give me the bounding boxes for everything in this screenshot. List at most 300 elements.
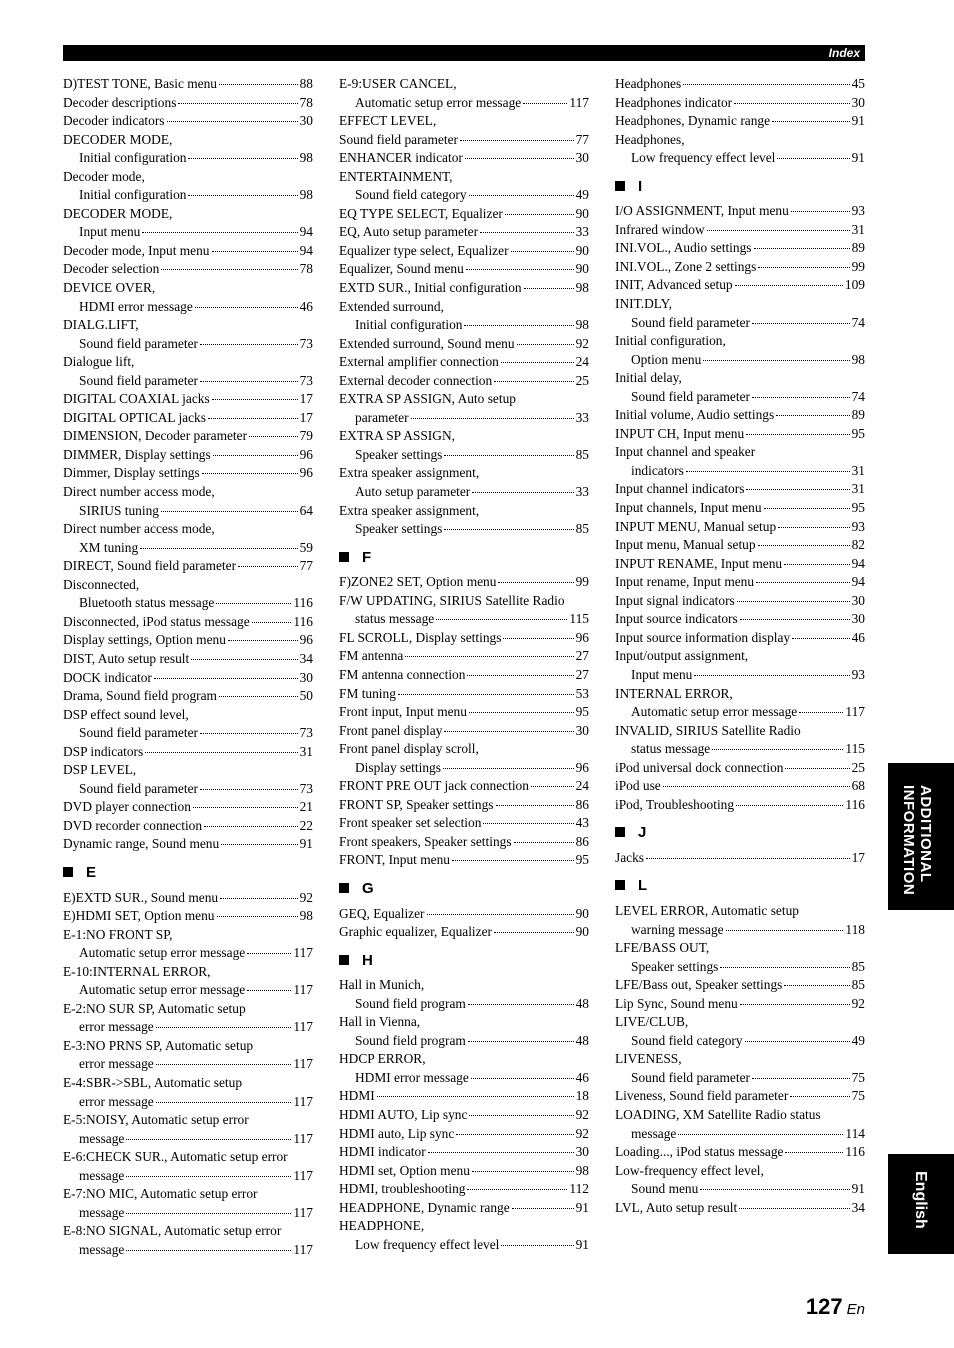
entry-term: EXTRA SP ASSIGN, <box>339 428 455 444</box>
dot-leader <box>219 695 298 697</box>
index-entry <box>615 921 865 940</box>
dot-leader <box>142 231 297 233</box>
index-entry <box>339 1050 589 1069</box>
entry-term: Headphones <box>615 76 682 91</box>
entry-page: 33 <box>575 484 589 500</box>
index-entry <box>63 223 313 242</box>
dot-leader <box>178 102 297 104</box>
dot-leader <box>212 250 298 252</box>
entry-page: 116 <box>293 613 313 629</box>
entry-term: FRONT SP, Speaker settings <box>339 796 494 812</box>
index-entry <box>63 724 313 743</box>
entry-page: 33 <box>575 409 589 425</box>
index-column-3 <box>615 75 865 1217</box>
index-entry <box>339 685 589 704</box>
entry-page: 99 <box>575 574 589 590</box>
entry-term: HEADPHONE, <box>339 1218 425 1234</box>
index-entry <box>63 706 313 725</box>
entry-page: 96 <box>575 759 589 775</box>
dot-leader <box>200 788 298 790</box>
entry-term: External amplifier connection <box>339 354 499 370</box>
index-entry <box>615 849 865 868</box>
entry-page: 117 <box>293 1093 313 1109</box>
entry-term: Hall in Vienna, <box>339 1014 421 1030</box>
dot-leader <box>531 785 574 787</box>
entry-term: Automatic setup error message <box>631 704 798 720</box>
entry-term: E-5:NOISY, Automatic setup error <box>63 1112 249 1128</box>
square-bullet-icon <box>339 552 349 562</box>
index-entry <box>615 629 865 648</box>
index-entry <box>339 1162 589 1181</box>
index-entry <box>615 351 865 370</box>
entry-page: 116 <box>845 796 865 812</box>
entry-term: Speaker settings <box>355 521 443 537</box>
index-entry <box>63 780 313 799</box>
index-entry <box>63 112 313 131</box>
entry-page: 117 <box>293 1241 313 1257</box>
square-bullet-icon <box>339 883 349 893</box>
entry-term: Input menu <box>631 666 693 682</box>
square-bullet-icon <box>615 181 625 191</box>
square-bullet-icon <box>615 880 625 890</box>
entry-page: 89 <box>851 240 865 256</box>
index-entry <box>63 390 313 409</box>
entry-term: DEVICE OVER, <box>63 280 156 296</box>
entry-term: EQ TYPE SELECT, Equalizer <box>339 205 503 221</box>
section-letter: J <box>638 824 647 842</box>
entry-term: Disconnected, <box>63 576 140 592</box>
index-entry <box>63 1111 313 1130</box>
index-entry <box>339 1180 589 1199</box>
dot-leader <box>212 398 298 400</box>
entry-page: 31 <box>299 743 313 759</box>
entry-term: indicators <box>631 462 684 478</box>
entry-page: 95 <box>851 500 865 516</box>
index-entry <box>339 759 589 778</box>
dot-leader <box>216 602 291 604</box>
entry-term: Sound field category <box>355 187 467 203</box>
dot-leader <box>252 621 292 623</box>
square-bullet-icon <box>63 867 73 877</box>
index-entry <box>615 1050 865 1069</box>
dot-leader <box>524 287 574 289</box>
dot-leader <box>460 139 574 141</box>
entry-term: DIMENSION, Decoder parameter <box>63 428 248 444</box>
entry-term: HDMI error message <box>355 1069 469 1085</box>
entry-page: 117 <box>845 704 865 720</box>
section-heading <box>615 178 865 197</box>
dot-leader <box>443 767 574 769</box>
index-entry <box>63 427 313 446</box>
entry-page: 27 <box>575 666 589 682</box>
entry-term: Display settings <box>355 759 441 775</box>
entry-page: 98 <box>575 1162 589 1178</box>
entry-term: DECODER MODE, <box>63 131 173 147</box>
index-entry <box>339 777 589 796</box>
dot-leader <box>707 229 850 231</box>
dot-leader <box>758 544 850 546</box>
index-entry <box>615 1087 865 1106</box>
entry-page: 117 <box>569 94 589 110</box>
index-entry <box>63 1055 313 1074</box>
entry-term: Decoder indicators <box>63 113 165 129</box>
index-entry <box>615 499 865 518</box>
index-entry <box>339 502 589 521</box>
entry-page: 49 <box>851 1032 865 1048</box>
index-entry <box>63 1222 313 1241</box>
index-entry <box>615 443 865 462</box>
entry-page: 92 <box>575 1125 589 1141</box>
entry-term: FL SCROLL, Display settings <box>339 629 502 645</box>
entry-term: DSP effect sound level, <box>63 706 189 722</box>
section-letter: F <box>362 548 372 566</box>
entry-page: 91 <box>851 150 865 166</box>
entry-page: 99 <box>851 258 865 274</box>
dot-leader <box>154 677 298 679</box>
entry-page: 98 <box>575 280 589 296</box>
entry-term: Drama, Sound field program <box>63 688 217 704</box>
entry-term: Front speakers, Speaker settings <box>339 833 512 849</box>
entry-term: LVL, Auto setup result <box>615 1199 738 1215</box>
entry-page: 92 <box>299 889 313 905</box>
index-entry <box>615 573 865 592</box>
index-entry <box>339 995 589 1014</box>
entry-page: 49 <box>575 187 589 203</box>
index-entry <box>615 480 865 499</box>
index-entry <box>339 814 589 833</box>
dot-leader <box>467 674 573 676</box>
entry-term: Loading..., iPod status message <box>615 1144 784 1160</box>
dot-leader <box>799 711 843 713</box>
entry-page: 91 <box>851 1181 865 1197</box>
index-entry <box>339 186 589 205</box>
entry-page: 90 <box>575 924 589 940</box>
index-entry <box>339 1143 589 1162</box>
entry-term: Initial configuration, <box>615 333 726 349</box>
entry-term: INPUT MENU, Manual setup <box>615 518 777 534</box>
dot-leader <box>678 1133 843 1135</box>
entry-term: message <box>79 1167 125 1183</box>
section-heading <box>615 877 865 896</box>
dot-leader <box>494 380 573 382</box>
dot-leader <box>468 1003 574 1005</box>
entry-term: FRONT PRE OUT jack connection <box>339 778 529 794</box>
entry-page: 117 <box>293 1167 313 1183</box>
entry-page: 17 <box>851 849 865 865</box>
dot-leader <box>228 639 298 641</box>
entry-term: Auto setup parameter <box>355 484 471 500</box>
dot-leader <box>405 655 573 657</box>
index-entry <box>339 131 589 150</box>
entry-term: D)TEST TONE, Basic menu <box>63 76 217 91</box>
entry-page: 30 <box>575 150 589 166</box>
entry-term: HDMI auto, Lip sync <box>339 1125 455 1141</box>
section-letter: L <box>638 877 648 895</box>
entry-page: 18 <box>575 1088 589 1104</box>
entry-page: 91 <box>575 1199 589 1215</box>
entry-term: LIVE/CLUB, <box>615 1014 689 1030</box>
entry-term: Initial delay, <box>615 370 682 386</box>
entry-page: 30 <box>299 669 313 685</box>
dot-leader <box>772 120 850 122</box>
entry-term: message <box>79 1204 125 1220</box>
index-entry <box>339 372 589 391</box>
dot-leader <box>411 417 574 419</box>
index-entry <box>339 1199 589 1218</box>
entry-term: Decoder selection <box>63 261 160 277</box>
entry-term: Front panel display scroll, <box>339 741 479 757</box>
entry-term: DIST, Auto setup result <box>63 650 190 666</box>
entry-term: INVALID, SIRIUS Satellite Radio <box>615 722 801 738</box>
index-entry <box>63 687 313 706</box>
dot-leader <box>483 822 573 824</box>
entry-page: 90 <box>575 242 589 258</box>
index-entry <box>339 1069 589 1088</box>
entry-page: 94 <box>851 574 865 590</box>
dot-leader <box>467 1188 567 1190</box>
index-entry <box>63 1130 313 1149</box>
entry-term: HDCP ERROR, <box>339 1051 426 1067</box>
entry-page: 46 <box>299 298 313 314</box>
index-entry <box>63 149 313 168</box>
entry-term: XM tuning <box>79 539 139 555</box>
index-entry <box>63 260 313 279</box>
dot-leader <box>777 157 849 159</box>
dot-leader <box>505 213 574 215</box>
entry-page: 59 <box>299 539 313 555</box>
entry-term: Input channel indicators <box>615 481 745 497</box>
dot-leader <box>249 435 298 437</box>
dot-leader <box>247 952 291 954</box>
index-entry <box>615 369 865 388</box>
entry-page: 30 <box>575 1144 589 1160</box>
entry-page: 109 <box>844 277 865 293</box>
index-entry <box>63 557 313 576</box>
entry-term: Sound field parameter <box>79 335 198 351</box>
dot-leader <box>785 767 849 769</box>
dot-leader <box>746 488 849 490</box>
dot-leader <box>208 417 298 419</box>
entry-term: DIGITAL OPTICAL jacks <box>63 409 206 425</box>
entry-term: INI.VOL., Audio settings <box>615 240 752 256</box>
entry-page: 91 <box>851 113 865 129</box>
entry-term: Headphones, <box>615 131 685 147</box>
entry-term: Graphic equalizer, Equalizer <box>339 924 492 940</box>
entry-term: Headphones, Dynamic range <box>615 113 771 129</box>
index-entry <box>339 298 589 317</box>
entry-page: 117 <box>293 982 313 998</box>
entry-term: HDMI error message <box>79 298 193 314</box>
dot-leader <box>247 989 291 991</box>
entry-term: EFFECT LEVEL, <box>339 113 437 129</box>
index-entry <box>63 576 313 595</box>
entry-term: Initial volume, Audio settings <box>615 407 775 423</box>
entry-term: Input menu, Manual setup <box>615 537 756 553</box>
entry-term: INPUT CH, Input menu <box>615 425 745 441</box>
entry-page: 74 <box>851 388 865 404</box>
entry-page: 33 <box>575 224 589 240</box>
entry-term: INIT, Advanced setup <box>615 277 733 293</box>
dot-leader <box>200 380 298 382</box>
entry-term: Option menu <box>631 351 702 367</box>
dot-leader <box>238 565 298 567</box>
index-entry <box>63 316 313 335</box>
side-tab-label: ADDITIONAL INFORMATION <box>900 785 934 896</box>
dot-leader <box>776 414 849 416</box>
entry-term: Headphones indicator <box>615 94 733 110</box>
entry-page: 88 <box>299 76 313 91</box>
index-column-2 <box>339 75 589 1254</box>
dot-leader <box>126 1212 291 1214</box>
entry-term: External decoder connection <box>339 372 493 388</box>
entry-term: Low-frequency effect level, <box>615 1162 764 1178</box>
index-entry <box>339 722 589 741</box>
entry-page: 96 <box>299 632 313 648</box>
entry-page: 96 <box>299 465 313 481</box>
index-entry <box>63 907 313 926</box>
index-entry <box>615 722 865 741</box>
entry-term: Speaker settings <box>355 446 443 462</box>
entry-term: Low frequency effect level <box>355 1236 500 1252</box>
entry-term: FM tuning <box>339 685 396 701</box>
index-entry <box>63 335 313 354</box>
entry-term: message <box>79 1241 125 1257</box>
dot-leader <box>737 600 850 602</box>
entry-page: 31 <box>851 221 865 237</box>
dot-leader <box>193 806 298 808</box>
entry-page: 25 <box>575 372 589 388</box>
entry-page: 93 <box>851 203 865 219</box>
entry-term: Liveness, Sound field parameter <box>615 1088 789 1104</box>
index-entry <box>615 777 865 796</box>
entry-term: ENHANCER indicator <box>339 150 463 166</box>
entry-term: HEADPHONE, Dynamic range <box>339 1199 510 1215</box>
dot-leader <box>735 284 843 286</box>
entry-term: Initial configuration <box>79 187 187 203</box>
index-entry <box>339 205 589 224</box>
dot-leader <box>444 730 573 732</box>
entry-page: 45 <box>851 76 865 91</box>
entry-term: E-6:CHECK SUR., Automatic setup error <box>63 1149 288 1165</box>
index-entry <box>615 388 865 407</box>
index-entry <box>615 406 865 425</box>
entry-page: 117 <box>293 945 313 961</box>
index-entry <box>615 759 865 778</box>
index-entry <box>339 149 589 168</box>
index-entry <box>339 923 589 942</box>
index-entry <box>615 536 865 555</box>
entry-page: 117 <box>293 1019 313 1035</box>
entry-term: EXTD SUR., Initial configuration <box>339 280 522 296</box>
dot-leader <box>683 83 849 85</box>
index-entry <box>615 314 865 333</box>
entry-page: 34 <box>299 650 313 666</box>
index-entry <box>339 740 589 759</box>
index-entry <box>63 1204 313 1223</box>
square-bullet-icon <box>615 827 625 837</box>
dot-leader <box>503 637 573 639</box>
dot-leader <box>191 658 297 660</box>
entry-page: 98 <box>299 908 313 924</box>
entry-term: I/O ASSIGNMENT, Input menu <box>615 203 789 219</box>
entry-page: 31 <box>851 481 865 497</box>
entry-term: error message <box>79 1056 154 1072</box>
entry-page: 25 <box>851 759 865 775</box>
entry-term: Decoder mode, <box>63 168 145 184</box>
entry-term: Input/output assignment, <box>615 648 749 664</box>
entry-term: Dialogue lift, <box>63 354 135 370</box>
entry-page: 93 <box>851 666 865 682</box>
dot-leader <box>126 1138 291 1140</box>
index-entry <box>63 75 313 94</box>
entry-page: 27 <box>575 648 589 664</box>
index-entry <box>615 703 865 722</box>
dot-leader <box>720 966 849 968</box>
section-heading <box>339 880 589 899</box>
entry-term: Automatic setup error message <box>355 94 522 110</box>
entry-term: DECODER MODE, <box>63 205 173 221</box>
index-entry <box>615 939 865 958</box>
index-entry <box>615 112 865 131</box>
index-entry <box>615 740 865 759</box>
index-entry <box>339 592 589 611</box>
index-entry <box>63 669 313 688</box>
entry-term: Extended surround, Sound menu <box>339 335 515 351</box>
entry-term: Extended surround, <box>339 298 444 314</box>
entry-page: 74 <box>851 314 865 330</box>
square-bullet-icon <box>339 955 349 965</box>
dot-leader <box>221 843 297 845</box>
index-entry <box>615 666 865 685</box>
entry-page: 30 <box>851 592 865 608</box>
entry-term: Direct number access mode, <box>63 484 215 500</box>
dot-leader <box>496 804 574 806</box>
index-entry <box>339 647 589 666</box>
entry-page: 91 <box>299 836 313 852</box>
entry-term: parameter <box>355 409 409 425</box>
entry-term: E-3:NO PRNS SP, Automatic setup <box>63 1037 254 1053</box>
entry-term: LOADING, XM Satellite Radio status <box>615 1106 821 1122</box>
entry-term: Input channel and speaker <box>615 444 756 460</box>
index-entry <box>615 332 865 351</box>
entry-term: E-4:SBR->SBL, Automatic setup <box>63 1074 243 1090</box>
index-entry <box>339 316 589 335</box>
entry-page: 46 <box>575 1069 589 1085</box>
entry-page: 118 <box>845 921 865 937</box>
index-entry <box>615 131 865 150</box>
entry-page: 91 <box>575 1236 589 1252</box>
entry-page: 43 <box>575 815 589 831</box>
entry-page: 85 <box>575 521 589 537</box>
entry-term: Sound field parameter <box>79 725 198 741</box>
index-entry <box>63 1185 313 1204</box>
index-entry <box>339 1217 589 1236</box>
index-entry <box>615 555 865 574</box>
dot-leader <box>469 1114 573 1116</box>
dot-leader <box>161 268 297 270</box>
index-entry <box>615 995 865 1014</box>
dot-leader <box>219 83 298 85</box>
index-entry <box>63 1093 313 1112</box>
entry-term: status message <box>631 741 711 757</box>
entry-term: HDMI <box>339 1088 375 1104</box>
entry-term: Speaker settings <box>631 958 719 974</box>
entry-term: DIGITAL COAXIAL jacks <box>63 391 210 407</box>
index-entry <box>63 131 313 150</box>
side-tab-language <box>888 1154 954 1254</box>
entry-term: Front speaker set selection <box>339 815 482 831</box>
index-entry <box>63 817 313 836</box>
